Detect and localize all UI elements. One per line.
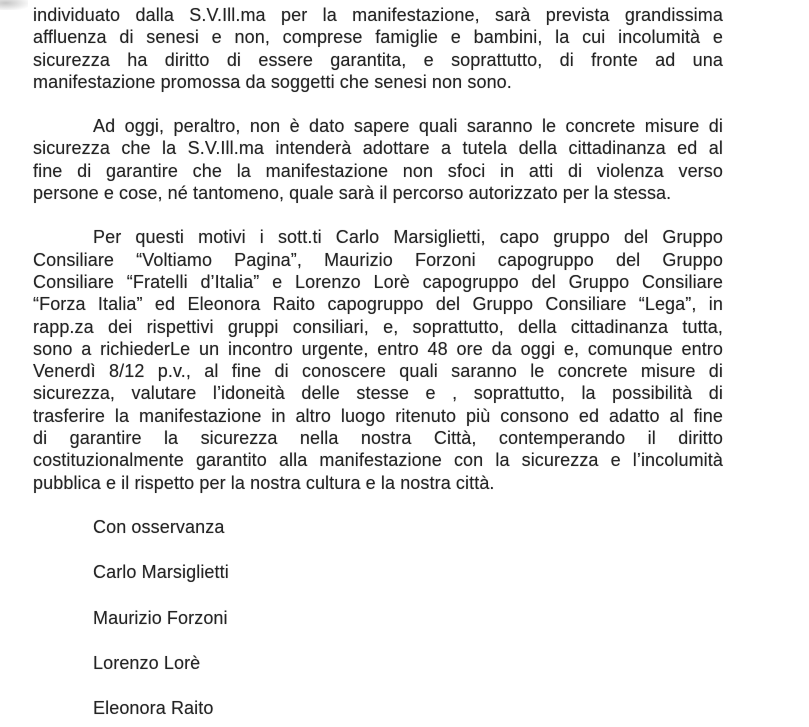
closing-line: Con osservanza bbox=[93, 516, 225, 537]
text-line: sicurezza ha diritto di essere garantita, e soprattutto, di fronte ad una bbox=[33, 49, 723, 70]
text-line: manifestazione promossa da soggetti che senesi non sono. bbox=[33, 71, 512, 92]
text-line: sicurezza che la S.V.Ill.ma intenderà adottare a tutela della cittadinanza ed al bbox=[33, 138, 723, 159]
text-line: sicurezza, valutare l’idoneità delle stesse e , soprattutto, la possibilità di bbox=[33, 383, 723, 404]
text-line: “Forza Italia” ed Eleonora Raito capogruppo del Gruppo Consiliare “Lega”, in bbox=[33, 294, 723, 315]
text-line: persone e cose, né tantomeno, quale sarà il percorso autorizzato per la stessa. bbox=[33, 183, 672, 204]
text-line: rapp.za dei rispettivi gruppi consiliari, e, soprattutto, della cittadinanza tutta, bbox=[33, 316, 723, 337]
letter-body bbox=[33, 4, 723, 719]
text-line: Venerdì 8/12 p.v., al fine di conoscere quali saranno le concrete misure di bbox=[33, 361, 723, 382]
signatory-name: Lorenzo Lorè bbox=[93, 652, 201, 673]
text-line: trasferire la manifestazione in altro luogo ritenuto più consono ed adatto al fine bbox=[33, 405, 723, 426]
paragraph bbox=[33, 4, 723, 93]
text-line: costituzionalmente garantito alla manifestazione con la sicurezza e l’incolumità bbox=[33, 450, 723, 471]
text-line: affluenza di senesi e non, comprese famiglie e bambini, la cui incolumità e bbox=[33, 27, 723, 48]
text-line: Ad oggi, peraltro, non è dato sapere quali saranno le concrete misure di bbox=[93, 116, 723, 137]
text-line: fine di garantire che la manifestazione non sfoci in atti di violenza verso bbox=[33, 160, 723, 181]
scan-artifact bbox=[0, 0, 28, 10]
text-line: individuato dalla S.V.Ill.ma per la manifestazione, sarà prevista grandissima bbox=[33, 5, 723, 25]
text-line: Consiliare “Fratelli d’Italia” e Lorenzo Lorè capogruppo del Gruppo Consiliare bbox=[33, 271, 723, 292]
text-line: sono a richiederLe un incontro urgente, entro 48 ore da oggi e, comunque entro bbox=[33, 338, 723, 359]
text-line: di garantire la sicurezza nella nostra Città, contemperando il diritto bbox=[33, 428, 723, 449]
text-line: pubblica e il rispetto per la nostra cultura e la nostra città. bbox=[33, 472, 495, 493]
paragraph bbox=[33, 226, 723, 494]
paragraph bbox=[33, 115, 723, 204]
signatory-name: Maurizio Forzoni bbox=[93, 607, 228, 628]
text-line: Consiliare “Voltiamo Pagina”, Maurizio Forzoni capogruppo del Gruppo bbox=[33, 249, 723, 270]
signatory-name: Carlo Marsiglietti bbox=[93, 562, 229, 583]
text-line: Per questi motivi i sott.ti Carlo Marsiglietti, capo gruppo del Gruppo bbox=[93, 227, 723, 248]
signatory-name: Eleonora Raito bbox=[93, 698, 214, 719]
